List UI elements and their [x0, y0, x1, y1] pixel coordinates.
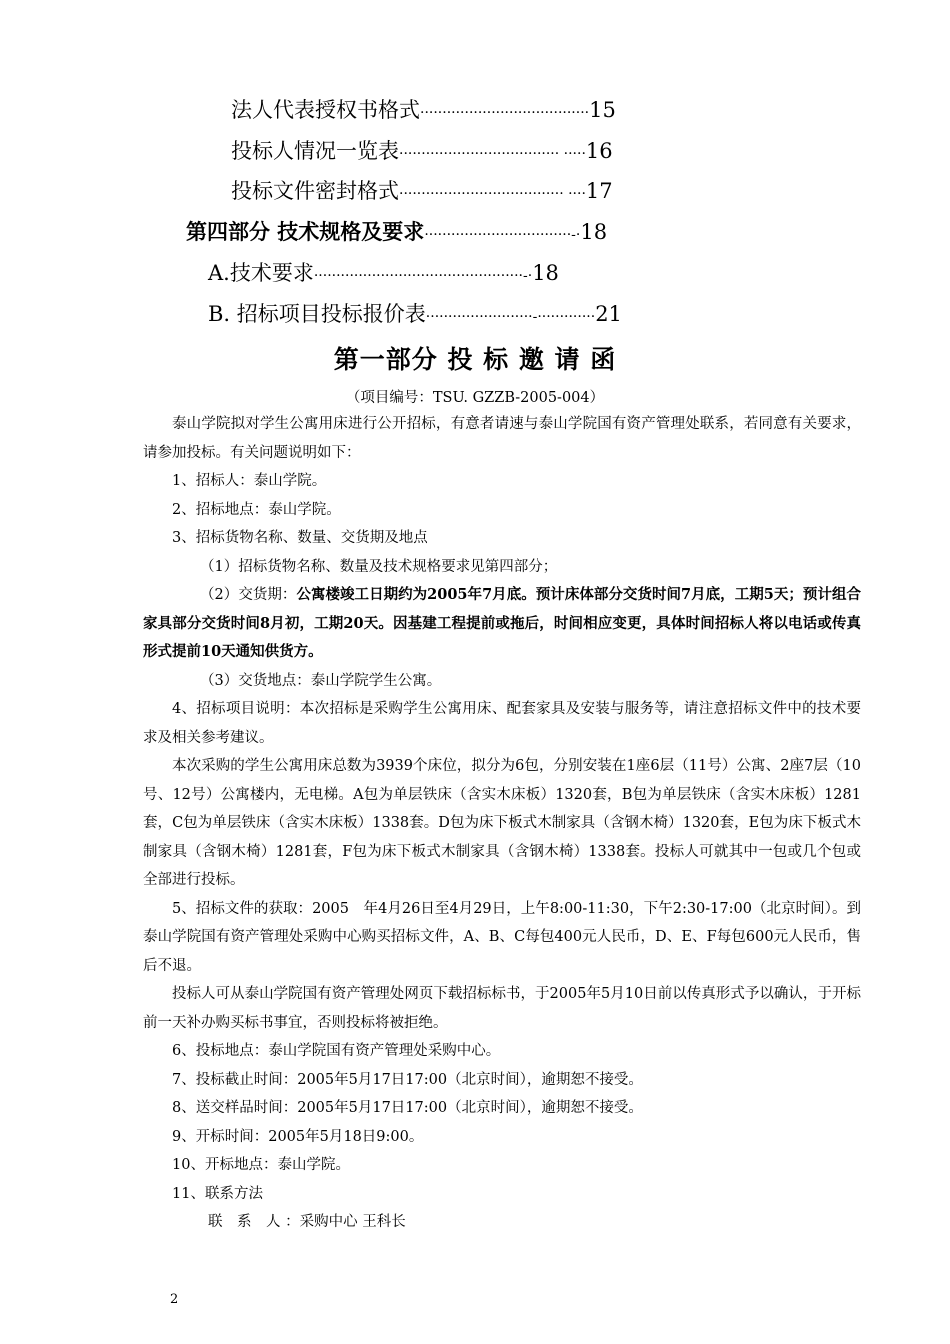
item-2: 2、招标地点：泰山学院。: [172, 501, 341, 518]
item-7: 7、投标截止时间：2005年5月17日17:00（北京时间），逾期恕不接受。: [172, 1071, 643, 1088]
item-3: 3、招标货物名称、数量、交货期及地点: [172, 530, 428, 546]
toc-page: 21: [595, 302, 622, 326]
item-6: 6、投标地点：泰山学院国有资产管理处采购中心。: [172, 1043, 501, 1059]
toc-text: 第四部分 技术规格及要求: [186, 219, 425, 244]
toc-page: 17: [585, 179, 613, 203]
toc-entry-tech-req: [208, 259, 559, 290]
toc-entry-authorization: [231, 96, 616, 127]
toc-leader: ·································-·: [424, 227, 581, 243]
item-4: 4、招标项目说明：本次招标是采购学生公寓用床、配套家具及安装与服务等，请注意招标文件中的技术要求及相关参考建议。: [143, 701, 861, 746]
toc-text: A.技术要求: [208, 261, 314, 285]
intro-paragraph: 泰山学院拟对学生公寓用床进行公开招标，有意者请速与泰山学院国有资产管理处联系，若同意有关要求，请参加投标。有关问题说明如下：: [143, 416, 861, 461]
item-3-2-label: （2）交货期：: [200, 587, 297, 603]
item-10: 10、开标地点：泰山学院。: [172, 1157, 350, 1173]
toc-page: 16: [585, 139, 613, 163]
item-1: 1、招标人：泰山学院。: [172, 473, 327, 489]
delivery-period-text: 公寓楼竣工日期约为2005年7月底。预计床体部分交货时间7月底，工期5天；预计组合家具部分交货时间8月初，工期20天。因基建工程提前或拖后，时间相应变更，具体时间招标人将以电话或传真形式提前10天通知供货方。: [143, 586, 861, 660]
toc-entry-seal-format: [231, 177, 613, 208]
toc-entry-part4: [186, 218, 607, 249]
item-3-1: （1）招标货物名称、数量及技术规格要求见第四部分；: [200, 558, 558, 575]
item-5-detail: 投标人可从泰山学院国有资产管理处网页下载招标标书，于2005年5月10日前以传真形式予以确认，于开标前一天补办购买标书事宜，否则投标将被拒绝。: [143, 986, 861, 1031]
toc-page: 15: [589, 98, 616, 122]
toc-leader: ······································: [420, 105, 590, 121]
toc-leader: ···············································-·: [313, 268, 533, 284]
item-4-detail: 本次采购的学生公寓用床总数为3939个床位，拟分为6包，分别安装在1座6层（11号）公寓、2座7层（10号、12号）公寓楼内，无电梯。A包为单层铁床（含实木床板）1320套，B包为单层铁床（含实木床板）1281套，C包为单层铁床（含实木床板）1338套。D包为床下板式木制家具（含钢木椅）1320套，E包为床下板式木制家具（含钢木椅）1281套，F包为床下板式木制家具（含钢木椅）1338套。投标人可就其中一包或几个包或全部进行投标。: [143, 758, 861, 888]
document-body: [143, 410, 861, 1237]
project-number: （项目编号：TSU. GZZB-2005-004）: [345, 390, 605, 406]
item-9: 9、开标时间：2005年5月18日9:00。: [172, 1128, 424, 1145]
toc-leader: ····································· ····: [399, 186, 586, 202]
page-number: 2: [170, 1292, 179, 1307]
contact-person: 联 系 人 ：采购中心 王科长: [208, 1214, 406, 1230]
toc-text: B. 招标项目投标报价表: [208, 302, 426, 326]
section-heading: 第一部分 投 标 邀 请 函: [333, 345, 617, 374]
item-5: 5、招标文件的获取：2005 年4月26日至4月29日，上午8:00-11:30，下午2:30-17:00（北京时间）。到泰山学院国有资产管理处采购中心购买招标文件，A、B、C每包400元人民币，D、E、F每包600元人民币，售后不退。: [143, 900, 861, 974]
toc-entry-bidder-info: [231, 137, 613, 168]
item-11: 11、联系方法: [172, 1185, 263, 1202]
toc-leader: ························-·············: [425, 309, 596, 325]
toc-text: 投标文件密封格式: [231, 179, 399, 203]
toc-entry-price-table: [208, 300, 622, 331]
item-3-2: [143, 581, 861, 667]
toc-text: 投标人情况一览表: [231, 139, 399, 163]
toc-text: 法人代表授权书格式: [231, 98, 420, 122]
toc-page: 18: [580, 220, 608, 244]
item-8: 8、送交样品时间：2005年5月17日17:00（北京时间），逾期恕不接受。: [172, 1100, 643, 1116]
item-3-3: （3）交货地点：泰山学院学生公寓。: [200, 672, 442, 689]
toc-leader: ···································· ·····: [399, 146, 586, 162]
toc-page: 18: [532, 261, 559, 285]
